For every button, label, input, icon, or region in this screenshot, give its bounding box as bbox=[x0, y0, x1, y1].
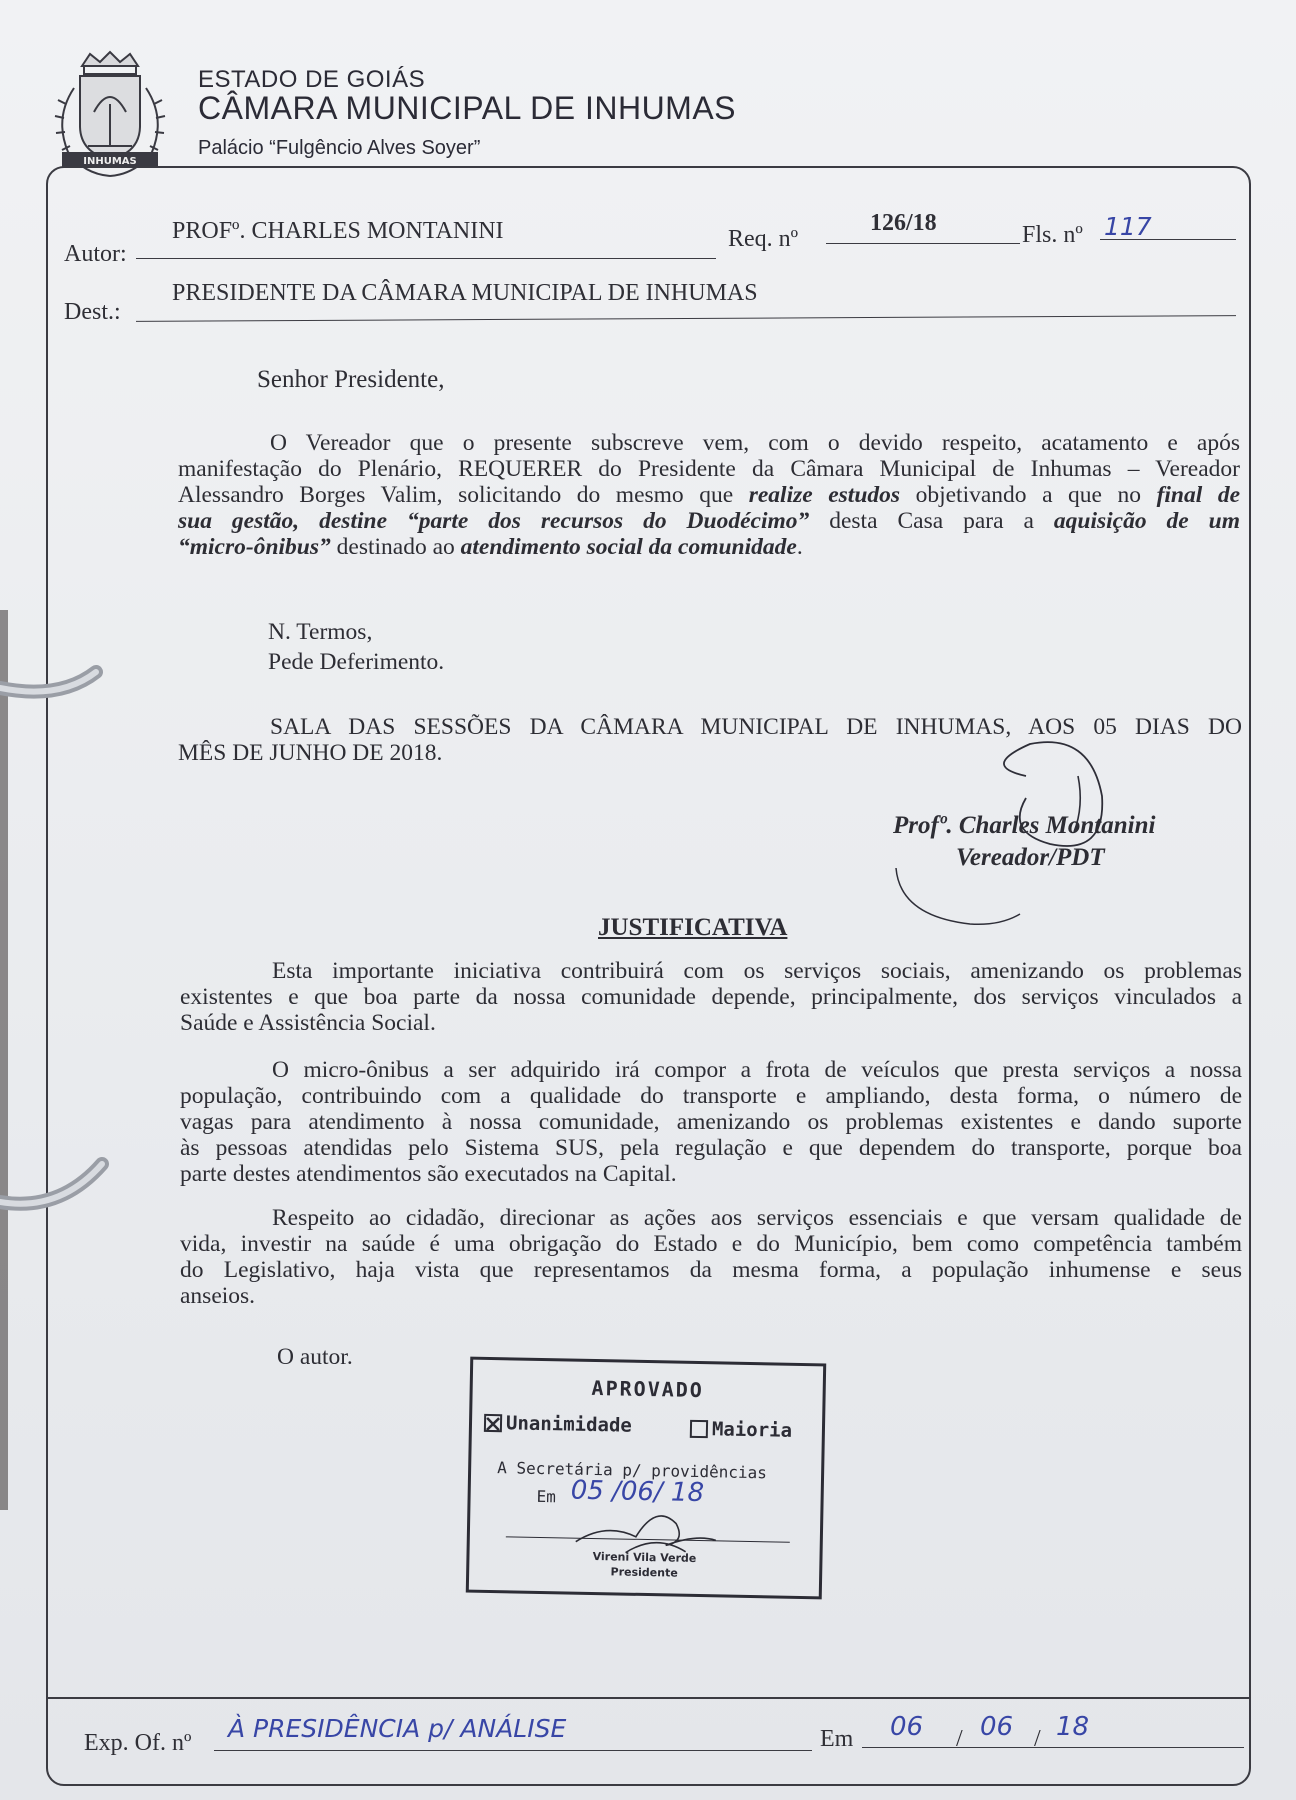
emphasis-sua-gestao: sua gestão bbox=[178, 508, 294, 534]
header-palace: Palácio “Fulgêncio Alves Soyer” bbox=[198, 137, 481, 159]
author-closing: O autor. bbox=[277, 1344, 353, 1370]
header-state: ESTADO DE GOIÁS bbox=[198, 66, 426, 93]
greeting: Senhor Presidente, bbox=[257, 366, 445, 393]
req-label: Req. nº bbox=[728, 226, 799, 252]
author-value: PROFº. CHARLES MONTANINI bbox=[172, 218, 504, 244]
signature-role: Vereador/PDT bbox=[956, 844, 1105, 871]
justification-paragraph-2: O micro-ônibus a ser adquirido irá compor a frota de veículos que presta serviços a nossa população, contribuindo com a qualidade do transporte e ampliando, desta forma, o número de vagas para atendimento à nossa comunidade, amenizando os problemas existentes e dando suporte às pessoas atendidas pelo Sistema SUS, pela regulação e que dependem do transporte, porque boa parte destes atendimentos são executados na Capital. bbox=[180, 1057, 1242, 1187]
author-rule bbox=[136, 258, 716, 259]
footer-em-label: Em bbox=[820, 1726, 854, 1752]
request-line-4: sua gestão, destine “parte dos recursos do Duodécimo” desta Casa para a aquisição de um bbox=[178, 508, 1241, 534]
footer-year: 18 bbox=[1056, 1712, 1090, 1742]
request-paragraph bbox=[178, 430, 1240, 560]
req-value: 126/18 bbox=[870, 210, 937, 236]
emphasis-micro-onibus: “micro-ônibus” bbox=[178, 534, 331, 560]
footer-divider bbox=[46, 1697, 1251, 1699]
header-chamber-name: CÂMARA MUNICIPAL DE INHUMAS bbox=[198, 90, 737, 126]
sala-line-1: SALA DAS SESSÕES DA CÂMARA MUNICIPAL DE INHUMAS, AOS 05 DIAS DO bbox=[270, 714, 1242, 740]
request-line-2: manifestação do Plenário, REQUERER do Presidente da Câmara Municipal de Inhumas – Vereador bbox=[178, 456, 1240, 482]
justification-paragraph-3: Respeito ao cidadão, direcionar as ações aos serviços essenciais e que versam qualidade de vida, investir na saúde é uma obrigação do Estado e do Município, bem como competência também do Legislativo, haja vista que representamos da mesma forma, a população inhumense e seus anseios. bbox=[180, 1205, 1242, 1309]
fls-value-handwritten: 117 bbox=[1104, 212, 1152, 241]
request-line-1: O Vereador que o presente subscreve vem, com o devido respeito, acatamento e após bbox=[270, 430, 1240, 456]
checkbox-x-mark-icon bbox=[486, 1417, 500, 1431]
dest-label: Dest.: bbox=[64, 299, 121, 325]
request-line-3: Alessandro Borges Valim, solicitando do mesmo que realize estudos objetivando a que no final de bbox=[178, 482, 1241, 508]
emphasis-duodecimo: destine “parte dos recursos do Duodécimo” bbox=[319, 508, 810, 534]
footer-day: 06 bbox=[890, 1712, 924, 1742]
footer-month: 06 bbox=[980, 1712, 1014, 1742]
justification-paragraph-1: Esta importante iniciativa contribuirá com os serviços sociais, amenizando os problemas existentes e que boa parte da nossa comunidade depende, principalmente, dos serviços vinculados a Saúde e Assistência Social. bbox=[180, 958, 1242, 1036]
exp-rule bbox=[214, 1750, 812, 1751]
fls-label: Fls. nº bbox=[1022, 222, 1083, 248]
stamp-title: APROVADO bbox=[591, 1375, 705, 1403]
request-line-5: “micro-ônibus” destinado ao atendimento social da comunidade. bbox=[178, 534, 803, 560]
option-unanimidade: Unanimidade bbox=[505, 1412, 633, 1437]
author-label: Autor: bbox=[64, 241, 127, 267]
approval-stamp bbox=[466, 1357, 826, 1600]
unanimidade-checkbox bbox=[484, 1414, 502, 1432]
stamp-date-handwritten: 05 /06/ 18 bbox=[570, 1475, 705, 1509]
emphasis-realize-estudos: realize estudos bbox=[748, 482, 901, 508]
stamp-secretaria: A Secretária p/ providências bbox=[496, 1458, 768, 1483]
emphasis-aquisicao: aquisição de um bbox=[1053, 508, 1241, 534]
dest-value: PRESIDENTE DA CÂMARA MUNICIPAL DE INHUMAS bbox=[172, 280, 758, 306]
maioria-checkbox bbox=[690, 1420, 708, 1438]
footer-date-separator-2: / bbox=[1034, 1726, 1041, 1752]
stamp-president-role: Presidente bbox=[610, 1565, 678, 1580]
footer-date-separator-1: / bbox=[956, 1726, 963, 1752]
justification-title: JUSTIFICATIVA bbox=[598, 914, 788, 941]
req-rule bbox=[826, 243, 1020, 244]
stamp-em-label: Em bbox=[536, 1486, 557, 1507]
binder-rings bbox=[0, 0, 120, 1800]
sala-line-2: MÊS DE JUNHO DE 2018. bbox=[178, 740, 443, 766]
closing-deferimento: Pede Deferimento. bbox=[268, 649, 445, 675]
exp-value-handwritten: À PRESIDÊNCIA p/ ANÁLISE bbox=[228, 1714, 567, 1743]
signature-name: Profº. Charles Montanini bbox=[893, 812, 1156, 839]
option-maioria: Maioria bbox=[711, 1418, 793, 1442]
footer-date-rule bbox=[862, 1747, 1244, 1748]
exp-label: Exp. Of. nº bbox=[84, 1730, 192, 1756]
emphasis-final-de: final de bbox=[1156, 482, 1241, 508]
closing-termos: N. Termos, bbox=[268, 619, 373, 645]
stamp-president-name: Vireni Vila Verde bbox=[592, 1549, 697, 1565]
crest-banner-text: INHUMAS bbox=[83, 156, 137, 167]
emphasis-atendimento-social: atendimento social da comunidade bbox=[460, 534, 797, 560]
